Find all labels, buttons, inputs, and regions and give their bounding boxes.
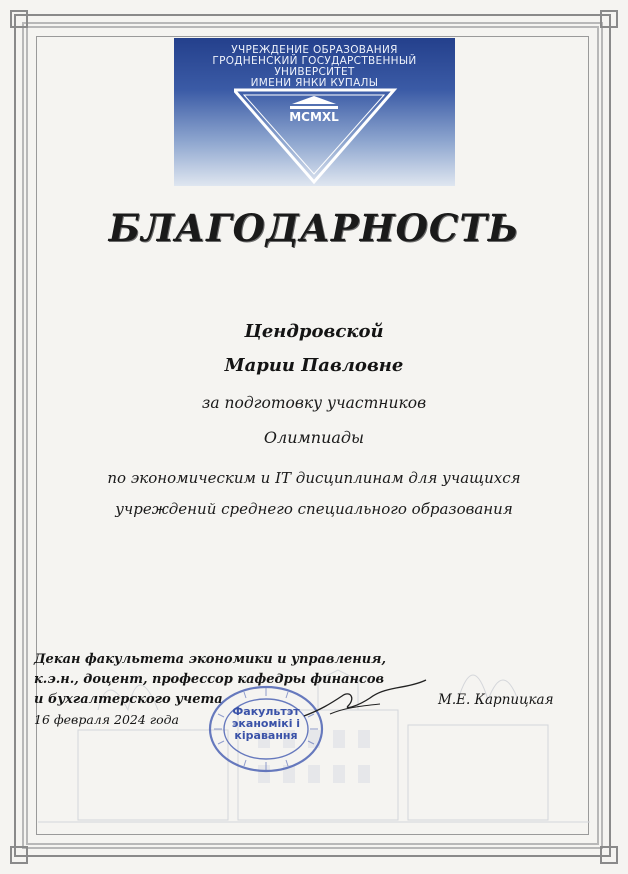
corner-ornament	[600, 10, 618, 28]
institution-line: УНИВЕРСИТЕТ	[274, 66, 355, 78]
body-text: по экономическим и IT дисциплинам для учащихся	[107, 469, 521, 487]
institution-line: ГРОДНЕНСКИЙ ГОСУДАРСТВЕННЫЙ	[212, 55, 417, 67]
signatory-position: Декан факультета экономики и управления,	[34, 652, 387, 667]
institution-line: УЧРЕЖДЕНИЕ ОБРАЗОВАНИЯ	[231, 44, 398, 56]
corner-ornament	[600, 846, 618, 864]
stamp-text: кіравання	[234, 729, 298, 742]
signatory-position: к.э.н., доцент, профессор кафедры финансов	[34, 672, 385, 687]
stamp-text: Факультэт	[232, 705, 300, 718]
body-text: за подготовку участников	[201, 394, 427, 412]
logo-text: MCMXL	[289, 110, 339, 124]
corner-ornament	[10, 10, 28, 28]
stamp-text: эканомікі і	[231, 717, 301, 730]
university-logo-icon	[234, 82, 628, 192]
body-text: Олимпиады	[263, 428, 365, 447]
body-text: учреждений среднего специального образования	[115, 500, 513, 518]
recipient-surname: Цендровской	[244, 321, 384, 342]
signatory-position: и бухгалтерского учета	[34, 692, 223, 707]
signer-name: М.Е. Карпицкая	[438, 692, 554, 708]
certificate-title: БЛАГОДАРНОСТЬ	[108, 206, 520, 250]
issue-date: 16 февраля 2024 года	[34, 712, 180, 727]
handwritten-signature	[300, 676, 430, 726]
recipient-name: Марии Павловне	[224, 355, 404, 376]
institution-line: ИМЕНИ ЯНКИ КУПАЛЫ	[250, 77, 379, 89]
corner-ornament	[10, 846, 28, 864]
